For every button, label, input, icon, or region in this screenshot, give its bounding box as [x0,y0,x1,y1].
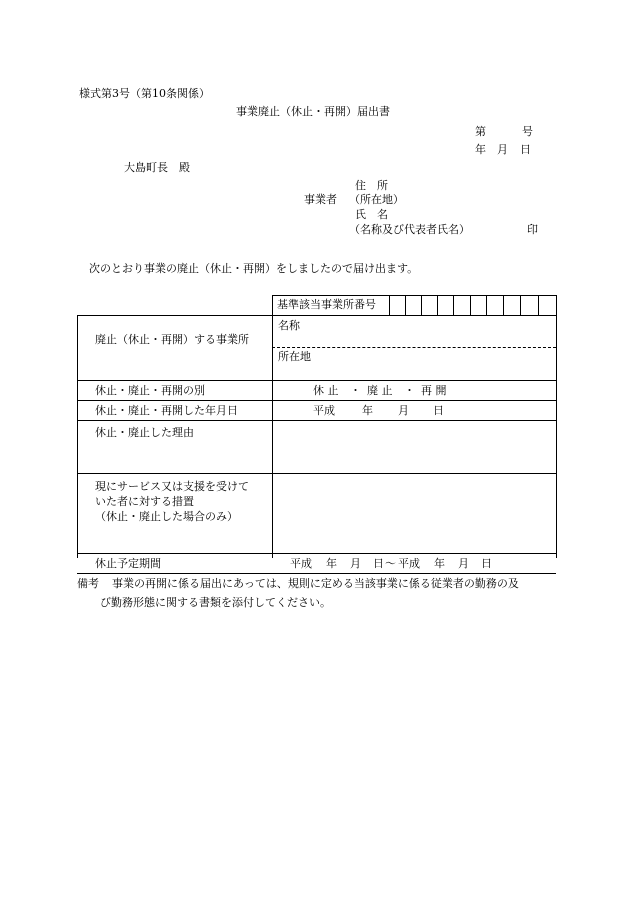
office-number-digit-border [421,295,422,315]
measures-label-line1: 現にサービス又は支援を受けて [95,480,249,493]
applicant-address-label: 住 所 [355,179,388,192]
table-left-border [77,315,78,558]
date-row-label: 休止・廃止・再開した年月日 [95,404,238,417]
office-number-digit-border [437,295,438,315]
row-border [77,420,556,421]
office-number-label: 基準該当事業所番号 [277,298,376,311]
row-border [77,553,556,554]
period-tilde: 〜 [385,557,396,570]
type-separator: ・ [350,384,361,397]
intro-text: 次のとおり事業の廃止（休止・再開）をしましたので届け出ます。 [89,262,419,275]
type-label: 休止・廃止・再開の別 [95,384,205,397]
office-number-digit-border [503,295,504,315]
type-option-resume: 再 開 [421,384,447,397]
date-month-label: 月 [497,143,508,156]
period-end-day: 日 [481,557,492,570]
applicant-representative-label: （名称及び代表者氏名） [349,223,470,236]
applicant-role-label: 事業者 [304,193,337,206]
office-row-label: 廃止（休止・再開）する事業所 [95,333,249,346]
period-start-year: 年 [326,557,337,570]
period-end-year: 年 [434,557,445,570]
table-top-border [77,315,556,316]
period-end-month: 月 [458,557,469,570]
period-label: 休止予定期間 [95,557,161,570]
office-number-digit-border [405,295,406,315]
table-bottom-border [77,573,556,574]
table-middle-border [272,295,273,558]
table-right-border [556,295,557,558]
date-day-label: 日 [520,143,531,156]
date-month: 月 [398,404,409,417]
seal-mark: 印 [527,223,538,236]
measures-label-line3: （休止・廃止した場合のみ） [95,510,238,523]
document-title: 事業廃止（休止・再開）届出書 [236,105,390,118]
office-name-label: 名称 [278,319,300,332]
doc-number-suffix: 号 [522,125,533,138]
office-name-address-divider [272,347,556,348]
period-start-era: 平成 [290,557,312,570]
period-start-day: 日 [373,557,384,570]
office-number-digit-border [486,295,487,315]
row-border [77,380,556,381]
row-border [77,400,556,401]
type-separator: ・ [404,384,415,397]
type-option-abolish: 廃 止 [367,384,393,397]
measures-label-line2: いた者に対する措置 [95,495,194,508]
date-year: 年 [362,404,373,417]
office-number-digit-border [520,295,521,315]
office-number-top-border [272,295,556,296]
row-border [77,473,556,474]
office-number-digit-border [538,295,539,315]
office-address-label: 所在地 [278,350,311,363]
date-day: 日 [433,404,444,417]
note-line-2: び勤務形態に関する書類を添付してください。 [100,596,331,609]
period-start-month: 月 [350,557,361,570]
applicant-location-label: （所在地） [349,193,404,206]
office-number-digit-border [470,295,471,315]
period-end-era: 平成 [398,557,420,570]
date-year-label: 年 [475,143,486,156]
type-option-suspend: 休 止 [313,384,339,397]
office-number-digit-border [389,295,390,315]
applicant-name-label: 氏 名 [355,208,388,221]
note-label: 備考 [77,577,99,590]
doc-number-prefix: 第 [475,125,486,138]
office-number-digit-border [453,295,454,315]
note-line-1: 事業の再開に係る届出にあっては、規則に定める当該事業に係る従業者の勤務の及 [112,577,519,590]
form-number: 様式第3号（第10条関係） [79,87,210,100]
date-era: 平成 [313,404,335,417]
addressee: 大島町長 殿 [124,161,190,174]
reason-label: 休止・廃止した理由 [95,426,194,439]
